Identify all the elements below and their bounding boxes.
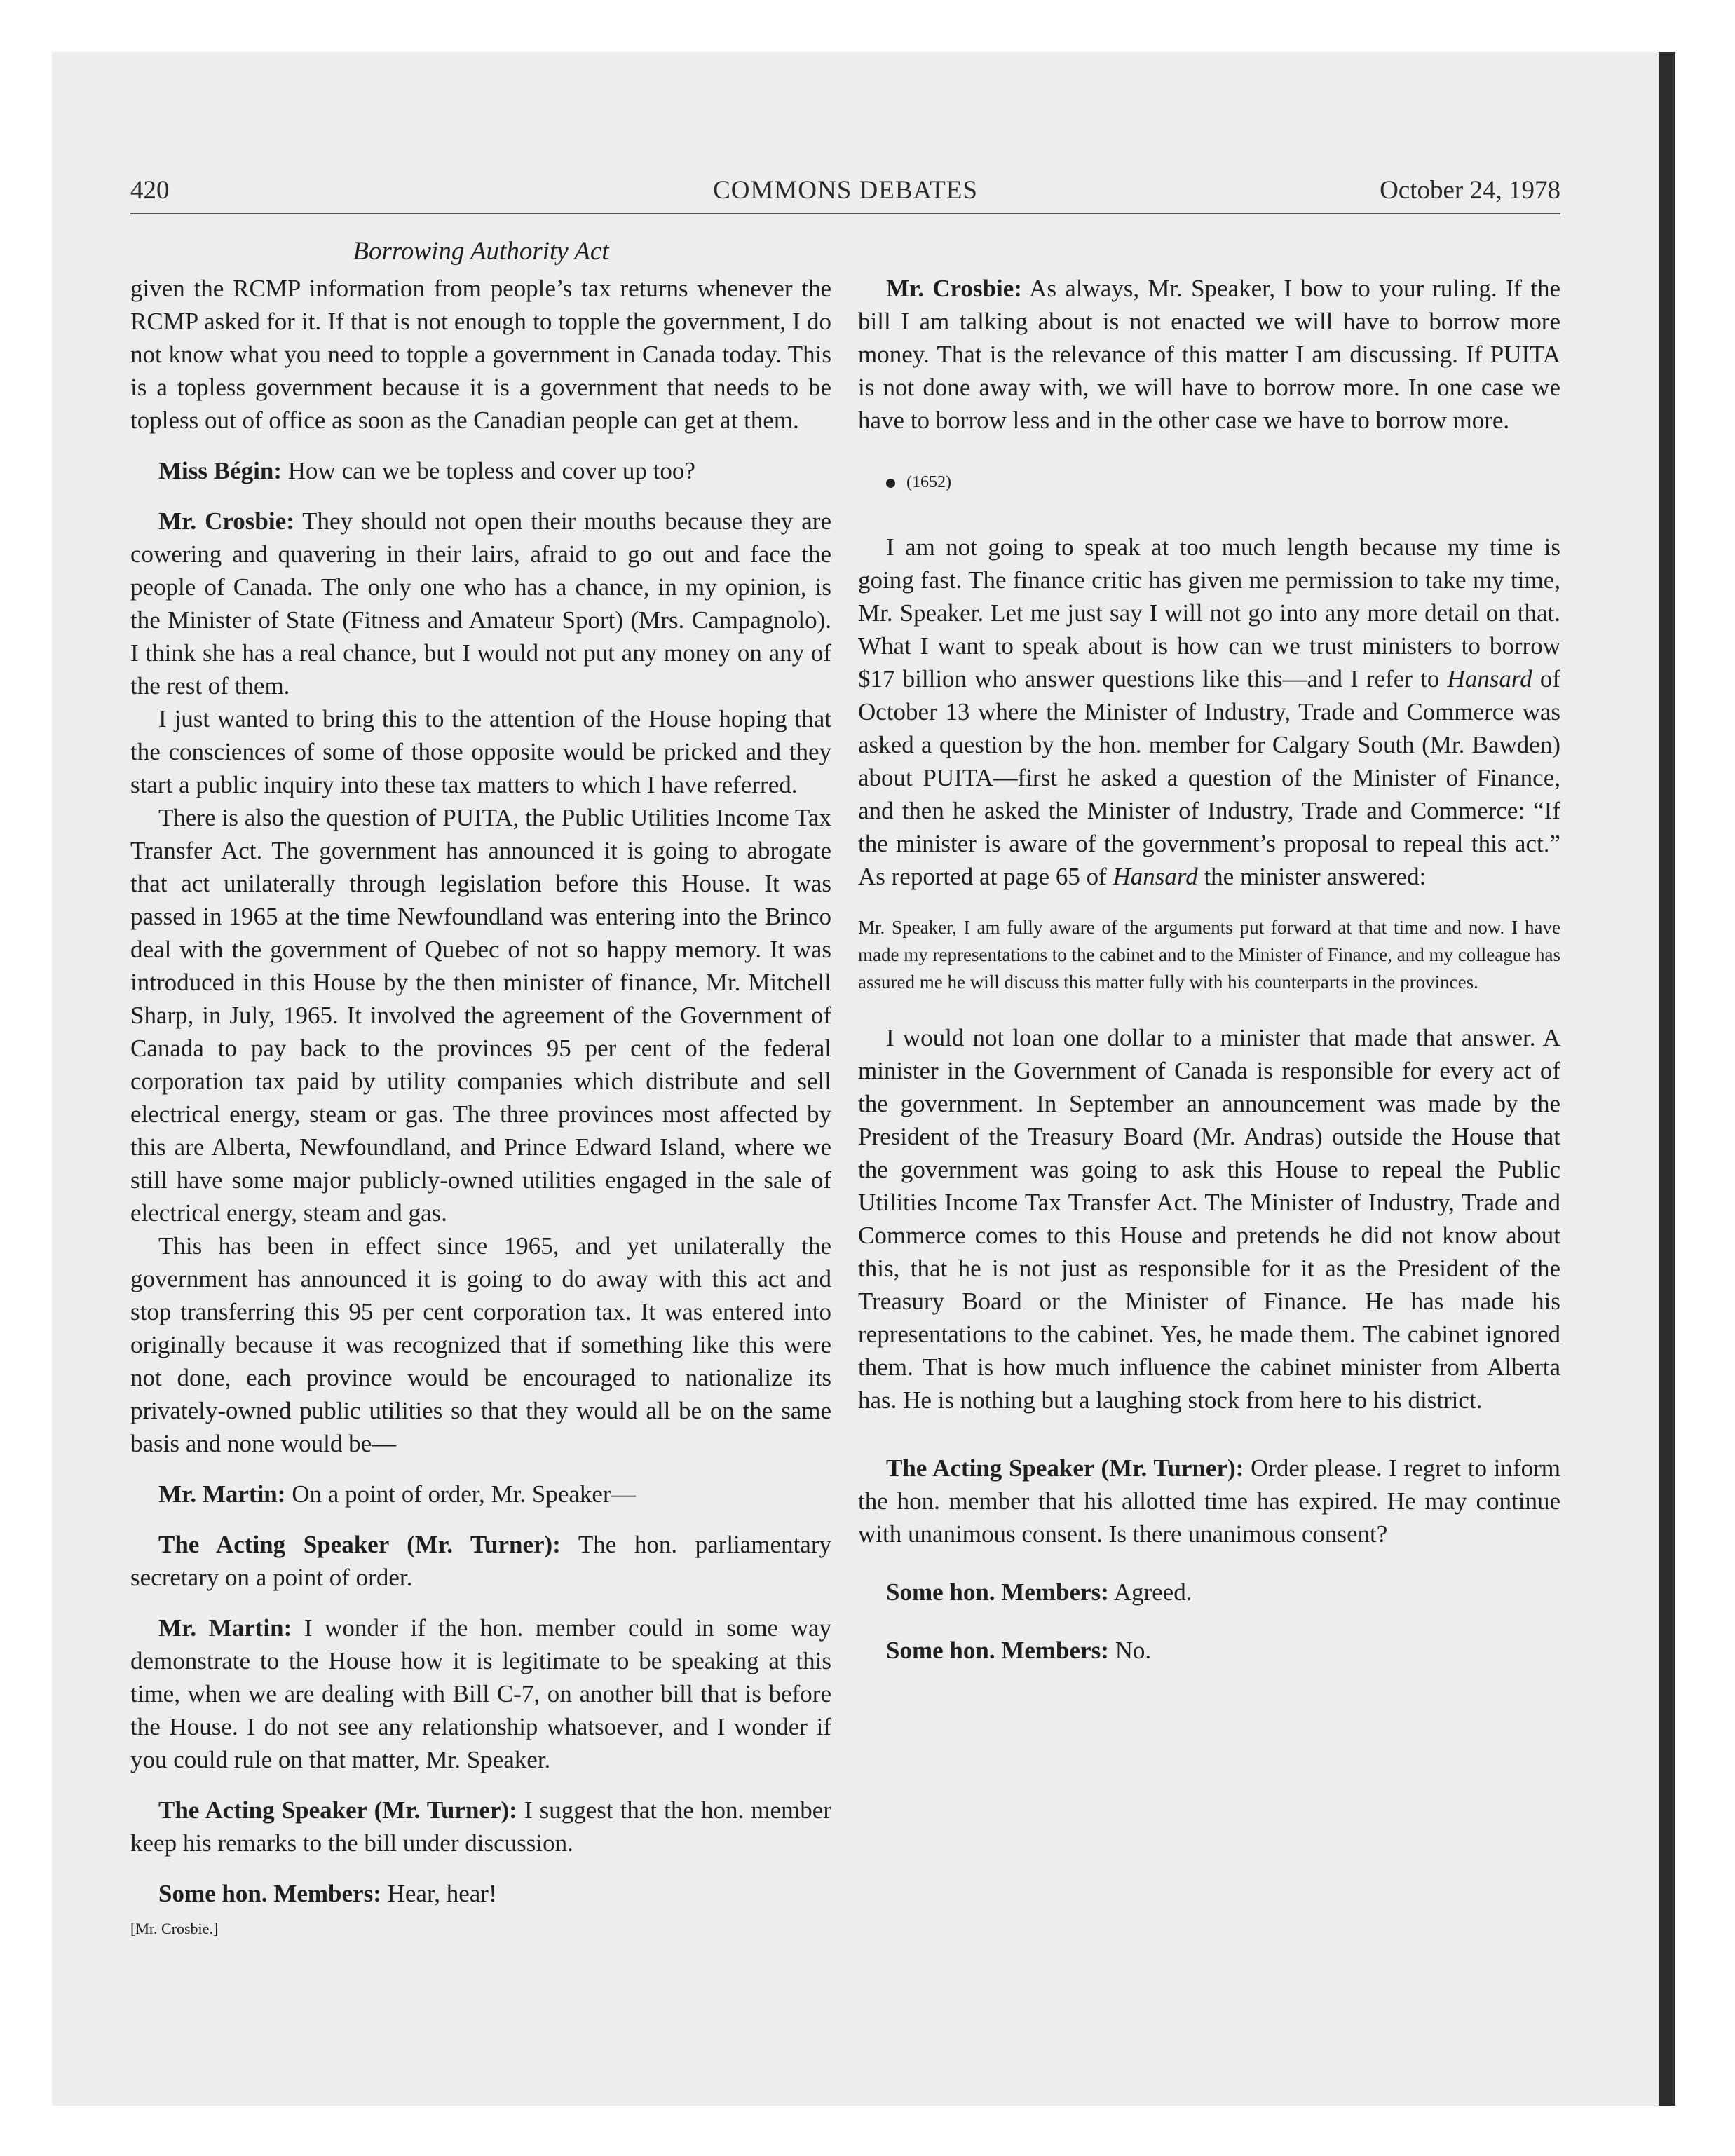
speech-text: How can we be topless and cover up too? — [281, 457, 695, 484]
paragraph: This has been in effect since 1965, and yet unilaterally the government has announced it is going to do away with this act and stop transferring this 95 per cent corporation tax. It was entered into originally because it was recognized that if something like this were not done, each province would be encouraged to nationalize its privately-owned public utilities so that they would all be on the same basis and none would be— — [130, 1232, 831, 1457]
section-subhead: Borrowing Authority Act — [353, 237, 609, 266]
page-number: 420 — [130, 176, 170, 205]
speaker-name: Some hon. Members: — [158, 1880, 381, 1907]
speaker-name: The Acting Speaker (Mr. Turner): — [158, 1531, 561, 1558]
hansard-citation: Hansard — [1113, 863, 1198, 890]
speaker-name: The Acting Speaker (Mr. Turner): — [158, 1796, 517, 1824]
paragraph: given the RCMP information from people’s tax returns whenever the RCMP asked for it. If that is not enough to topple the government, I do not know what you need to topple a government in Canada today. This is a topless government because it is a government that needs to be topless out of office as soon as the Canadian people can get at them. — [130, 275, 831, 434]
right-column — [858, 272, 1560, 1667]
speech-paragraph — [130, 1478, 831, 1510]
time-marker — [858, 472, 1560, 493]
speaker-tag: [Mr. Crosbie.] — [130, 1920, 219, 1937]
speech-paragraph — [130, 1877, 831, 1910]
header-rule — [130, 213, 1560, 214]
running-header — [130, 175, 1560, 217]
page-edge-shadow — [1659, 52, 1675, 2106]
speech-paragraph — [858, 272, 1560, 437]
speech-text: Order please. I regret to inform the hon. member that his allotted time has expired. He may continue with unanimous consent. Is there unanimous consent? — [858, 1454, 1561, 1548]
paragraph — [858, 531, 1560, 893]
bullet-icon — [886, 479, 895, 488]
paragraph: I just wanted to bring this to the attention of the House hoping that the consciences of some of those opposite would be pricked and they start a public inquiry into these tax matters to which I have referred. — [130, 705, 831, 798]
speaker-name: Mr. Crosbie: — [158, 507, 294, 535]
speaker-name: Some hon. Members: — [886, 1637, 1109, 1664]
publication-title: COMMONS DEBATES — [713, 176, 978, 205]
speaker-name: Some hon. Members: — [886, 1578, 1109, 1606]
speech-text: The hon. parliamentary secretary on a point of order. — [130, 1531, 831, 1591]
speech-paragraph — [130, 1611, 831, 1776]
speech-paragraph — [858, 1452, 1560, 1550]
speech-paragraph — [858, 1576, 1560, 1609]
block-quote: Mr. Speaker, I am fully aware of the arguments put forward at that time and now. I have made my representations to the cabinet and to the Minister of Finance, and my colleague has assured me he will discuss this matter fully with his counterparts in the provinces. — [858, 917, 1560, 992]
speech-paragraph — [130, 454, 831, 487]
paragraph: I would not loan one dollar to a minister that made that answer. A minister in the Government of Canada is responsible for every act of the government. In September an announcement was made by the President of the Treasury Board (Mr. Andras) outside the House that the government was going to ask this House to repeal the Public Utilities Income Tax Transfer Act. The Minister of Industry, Trade and Commerce comes to this House and pretends he did not know about this, that he is not just as responsible for it as the President of the Treasury Board or the Minister of Finance. He has made his representations to the cabinet. Yes, he made them. The cabinet ignored them. That is how much influence the cabinet minister from Alberta has. He is nothing but a laughing stock from here to his district. — [858, 1024, 1560, 1414]
text-run: I am not going to speak at too much length because my time is going fast. The finance critic has given me permission to take my time, Mr. Speaker. Let me just say I will not go into any more detail on that. What I want to speak about is how can we trust ministers to borrow $17 billion who answer questions like this—and I refer to — [858, 533, 1560, 692]
speech-text: Agreed. — [1108, 1578, 1192, 1606]
speech-text: I wonder if the hon. member could in some way demonstrate to the House how it is legitimate to be speaking at this time, when we are dealing with Bill C-7, on another bill that is before the House. I do not see any relationship whatsoever, and I wonder if you could rule on that matter, Mr. Speaker. — [130, 1614, 831, 1773]
speech-text: No. — [1108, 1637, 1152, 1664]
paragraph: There is also the question of PUITA, the Public Utilities Income Tax Transfer Act. The government has announced it is going to abrogate that act unilaterally through legislation before this House. It was passed in 1965 at the time Newfoundland was entering into the Brinco deal with the government of Quebec of not so happy memory. It was introduced in this House by the then minister of finance, Mr. Mitchell Sharp, in July, 1965. It involved the agreement of the Government of Canada to pay back to the provinces 95 per cent of the federal corporation tax paid by utility companies which distribute and sell electrical energy, steam or gas. The three provinces most affected by this are Alberta, Newfoundland, and Prince Edward Island, where we still have some major publicly-owned utilities engaged in the sale of electrical energy, steam and gas. — [130, 804, 831, 1227]
speech-paragraph — [858, 1634, 1560, 1667]
speech-paragraph — [130, 505, 831, 702]
speech-text: As always, Mr. Speaker, I bow to your ruling. If the bill I am talking about is not enacted we will have to borrow more money. That is the relevance of this matter I am discussing. If PUITA is not done away with, we will have to borrow more. In one case we have to borrow less and in the other case we have to borrow more. — [858, 275, 1560, 434]
left-column — [130, 272, 831, 1939]
speaker-name: The Acting Speaker (Mr. Turner): — [886, 1454, 1244, 1482]
speaker-name: Miss Bégin: — [158, 457, 282, 484]
speech-text: They should not open their mouths because they are cowering and quavering in their lairs, afraid to go out and face the people of Canada. The only one who has a chance, in my opinion, is the Minister of State (Fitness and Amateur Sport) (Mrs. Campagnolo). I think she has a real chance, but I would not put any money on any of the rest of them. — [130, 507, 831, 700]
speech-paragraph — [130, 1528, 831, 1594]
publication-date: October 24, 1978 — [1380, 176, 1560, 205]
speech-text: I suggest that the hon. member keep his remarks to the bill under discussion. — [130, 1796, 831, 1857]
text-run: the minister answered: — [1197, 863, 1427, 890]
time-marker-text: (1652) — [906, 473, 951, 491]
text-run: of October 13 where the Minister of Industry, Trade and Commerce was asked a question by the hon. member for Calgary South (Mr. Bawden) about PUITA—first he asked a question of the Minister of Finance, and then he asked the Minister of Industry, Trade and Commerce: “If the minister is aware of the government’s proposal to repeal this act.” As reported at page 65 of — [858, 665, 1560, 890]
speaker-name: Mr. Martin: — [158, 1480, 286, 1508]
speech-paragraph — [130, 1794, 831, 1860]
speech-text: Hear, hear! — [381, 1880, 497, 1907]
speaker-name: Mr. Martin: — [158, 1614, 292, 1642]
speaker-name: Mr. Crosbie: — [886, 275, 1022, 302]
speech-text: On a point of order, Mr. Speaker— — [285, 1480, 636, 1508]
hansard-citation: Hansard — [1447, 665, 1532, 692]
